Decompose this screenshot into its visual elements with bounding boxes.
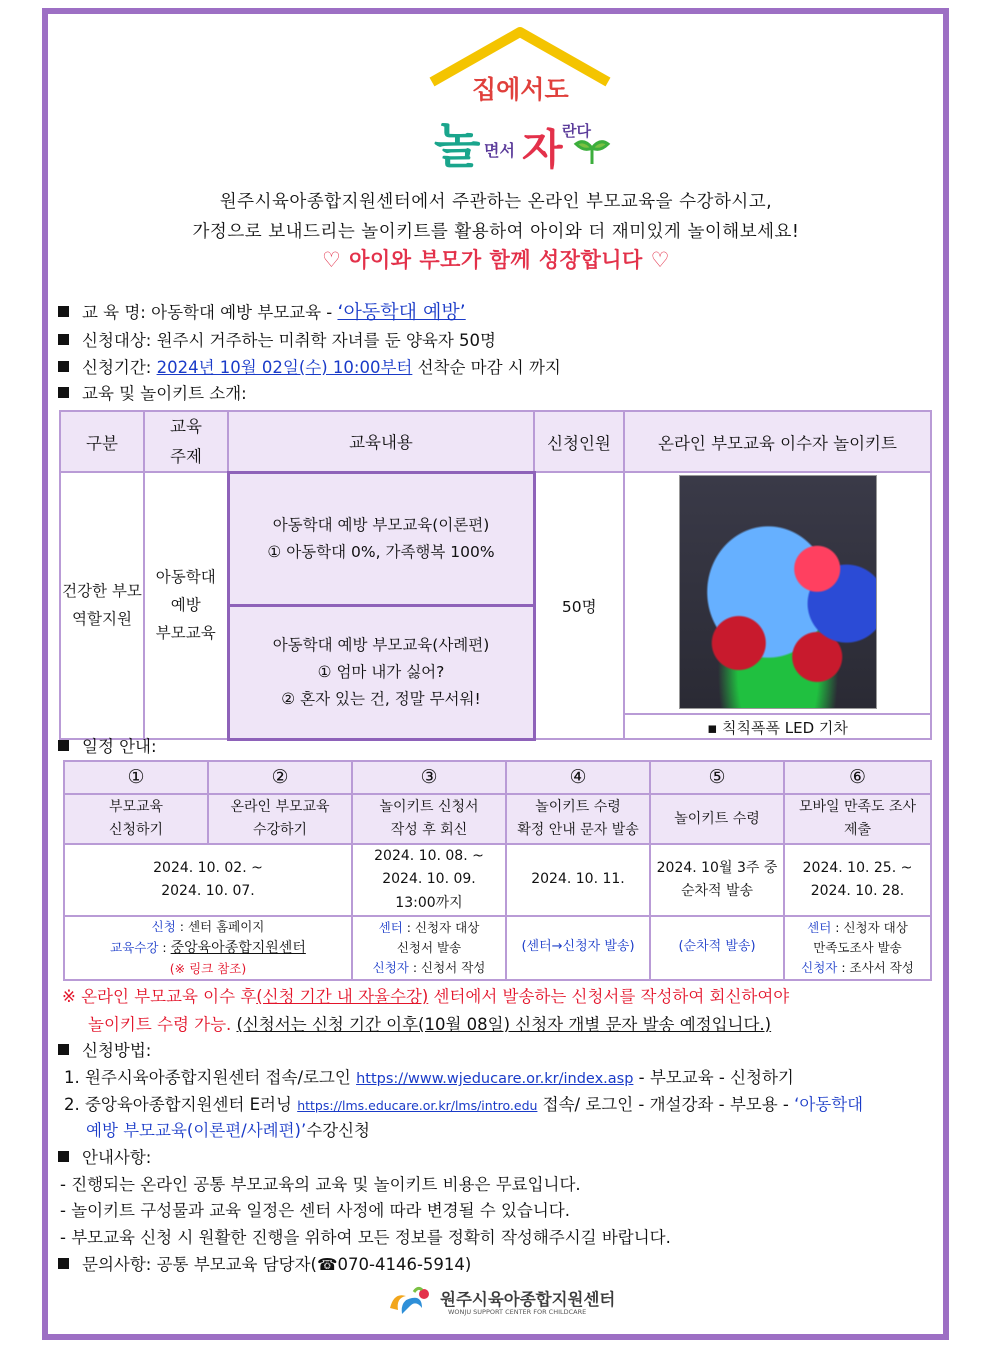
note-steps-1-2: 신청 : 센터 홈페이지 교육수강 : 중앙육아종합지원센터 (※ 링크 참조) [64, 916, 352, 980]
notice-1a: ※ 온라인 부모교육 이수 후 [62, 987, 257, 1006]
contact-value: 공통 부모교육 담당자(☎070-4146-5914) [156, 1255, 472, 1274]
content-theory [228, 472, 534, 606]
note-step-6 [784, 916, 931, 980]
notice-line-1 [62, 983, 789, 1007]
bullet-square-icon [58, 387, 69, 398]
note-step-5: (순차적 발송) [650, 916, 784, 980]
period-link[interactable]: 2024년 10월 02일(수) 10:00부터 [156, 358, 413, 377]
education-table [59, 410, 932, 741]
note6-center-label: 센터 [807, 919, 832, 935]
notice-line-2 [88, 1011, 771, 1035]
content-theory-title: 아동학대 예방 부모교육(이론편) [272, 516, 490, 534]
method-step2-course-b: 예방 부모교육(이론편/사례편)’ [86, 1121, 307, 1140]
contact-label: 문의사항: [82, 1255, 152, 1274]
intro-section-row [58, 380, 247, 404]
method-step2-course-a: ‘아동학대 [794, 1095, 864, 1114]
notice-2a: 놀이키트 수령 가능. [88, 1015, 232, 1034]
method-step-2 [64, 1091, 863, 1115]
step-name-2: 온라인 부모교육 수강하기 [208, 794, 352, 844]
period-row [58, 354, 561, 378]
method-step2-path: 접속/ 로그인 - 개설강좌 - 부모용 - [542, 1095, 789, 1114]
date-step-5: 2024. 10월 3주 중 순차적 발송 [650, 844, 784, 915]
notice-2b: (신청서는 신청 기간 이후(10월 08일) 신청자 개별 문자 발송 예정입니다.) [236, 1015, 772, 1034]
guide-item-3: - 부모교육 신청 시 원활한 진행을 위하여 모든 정보를 정확히 작성해주시길 바랍니다. [60, 1228, 671, 1247]
note-course-link[interactable]: 중앙육아종합지원센터 [170, 939, 306, 956]
content-theory-item: ① 아동학대 0%, 가족행복 100% [267, 543, 495, 562]
guide-label: 안내사항: [82, 1148, 152, 1167]
method-step1-path: - 부모교육 - 신청하기 [638, 1068, 794, 1087]
step-num-6: ⑥ [784, 761, 931, 794]
content-case-item-1: ① 엄마 내가 싫어? [317, 663, 445, 682]
note3-center-value: : 신청자 대상 [402, 919, 480, 935]
step-num-2: ② [208, 761, 352, 794]
note6-send: 만족도조사 발송 [813, 939, 902, 955]
program-logo [410, 24, 630, 182]
method-step-1 [64, 1064, 794, 1088]
count-cell: 50명 [534, 472, 624, 739]
note3-center-label: 센터 [378, 919, 403, 935]
logo-line1: 집에서도 [472, 75, 569, 104]
bullet-square-icon [58, 306, 69, 317]
guide-item-2: - 놀이키트 구성물과 교육 일정은 센터 사정에 따라 변경될 수 있습니다. [60, 1201, 570, 1220]
date-step-4: 2024. 10. 11. [506, 844, 650, 915]
notice-1c: 센터에서 발송하는 신청서를 작성하여 회신하여야 [428, 987, 790, 1006]
method-step2-end: 수강신청 [306, 1121, 370, 1140]
method-step-2-cont [86, 1117, 370, 1141]
edu-name-label: 교 육 명: [82, 303, 146, 322]
logo-char-randa: 란다 [562, 122, 591, 140]
wjeducare-link[interactable]: https://www.wjeducare.or.kr/index.asp [356, 1071, 634, 1087]
note6-applicant-label: 신청자 [801, 959, 838, 975]
content-case [228, 606, 534, 740]
intro-line-2: 가정으로 보내드리는 놀이키트를 활용하여 아이와 더 재미있게 놀이해보세요! [192, 222, 800, 242]
logo-char-myeonseo: 면서 [484, 141, 515, 160]
step-num-4: ④ [506, 761, 650, 794]
category-cell: 건강한 부모 역할지원 [60, 472, 144, 739]
note-apply-value: : 센터 홈페이지 [175, 918, 265, 934]
target-value: 원주시 거주하는 미취학 자녀를 둔 양육자 50명 [156, 331, 496, 350]
schedule-table [63, 760, 932, 981]
center-logo [384, 1284, 624, 1320]
period-label: 신청기간: [82, 358, 152, 377]
date-steps-1-2: 2024. 10. 02. ~ 2024. 10. 07. [64, 844, 352, 915]
led-train-toy-image [679, 475, 877, 709]
note-step-4: (센터→신청자 발송) [506, 916, 650, 980]
note-course-label: 교육수강 [110, 939, 159, 955]
schedule-row [58, 733, 157, 757]
slogan: ♡ 아이와 부모가 함께 성장합니다 ♡ [322, 248, 670, 272]
period-rest: 선착순 마감 시 까지 [417, 358, 561, 377]
target-row [58, 327, 496, 351]
note6-applicant-value: : 조사서 작성 [837, 959, 914, 975]
note-step-3 [352, 916, 506, 980]
center-emblem-icon [384, 1284, 436, 1318]
contact-row [58, 1251, 471, 1275]
date-step-6: 2024. 10. 25. ~ 2024. 10. 28. [784, 844, 931, 915]
step-num-3: ③ [352, 761, 506, 794]
guide-row [58, 1144, 151, 1168]
edu-name-row [58, 297, 466, 324]
bullet-square-icon [58, 1258, 69, 1269]
header-count: 신청인원 [534, 411, 624, 472]
header-content: 교육내용 [228, 411, 534, 472]
step-name-5: 놀이키트 수령 [650, 794, 784, 844]
header-kit: 온라인 부모교육 이수자 놀이키트 [624, 411, 931, 472]
content-case-item-2: ② 혼자 있는 건, 정말 무서워! [281, 690, 481, 709]
header-topic: 교육 주제 [144, 411, 228, 472]
guide-item-1: - 진행되는 온라인 공통 부모교육의 교육 및 놀이키트 비용은 무료입니다. [60, 1175, 581, 1194]
note3-send: 신청서 발송 [396, 939, 462, 955]
step-name-1: 부모교육 신청하기 [64, 794, 208, 844]
note-apply-label: 신청 [151, 918, 176, 934]
content-case-title: 아동학대 예방 부모교육(사례편) [272, 635, 490, 654]
step-num-5: ⑤ [650, 761, 784, 794]
bullet-square-icon [58, 334, 69, 345]
bullet-square-icon [58, 361, 69, 372]
center-name-en: WONJU SUPPORT CENTER FOR CHILDCARE [448, 1308, 587, 1316]
method-step2-text: 2. 중앙육아종합지원센터 E러닝 [64, 1095, 292, 1114]
topic-cell: 아동학대 예방 부모교육 [144, 472, 228, 739]
logo-char-nol: 놀 [434, 118, 481, 174]
note3-applicant-value: : 신청서 작성 [408, 959, 486, 975]
note-link-ref: (※ 링크 참조) [169, 961, 247, 977]
method-row [58, 1037, 151, 1061]
step-name-6: 모바일 만족도 조사 제출 [784, 794, 931, 844]
note3-applicant-label: 신청자 [372, 959, 409, 975]
header-category: 구분 [60, 411, 144, 472]
date-step-3: 2024. 10. 08. ~ 2024. 10. 09. 13:00까지 [352, 844, 506, 915]
bullet-square-icon [58, 740, 69, 751]
step-num-1: ① [64, 761, 208, 794]
intro-section-label: 교육 및 놀이키트 소개: [82, 384, 247, 403]
intro-line-1: 원주시육아종합지원센터에서 주관하는 온라인 부모교육을 수강하시고, [219, 192, 773, 212]
note6-center-value: : 신청자 대상 [831, 919, 908, 935]
logo-char-ja: 자 [522, 125, 563, 174]
sprout-icon [576, 142, 608, 164]
method-label: 신청방법: [82, 1041, 152, 1060]
bullet-square-icon [58, 1151, 69, 1162]
target-label: 신청대상: [82, 331, 152, 350]
step-name-3: 놀이키트 신청서 작성 후 회신 [352, 794, 506, 844]
schedule-label: 일정 안내: [82, 737, 157, 756]
center-name: 원주시육아종합지원센터 [440, 1290, 616, 1309]
method-step1-text: 1. 원주시육아종합지원센터 접속/로그인 [64, 1068, 351, 1087]
bullet-square-icon [58, 1044, 69, 1055]
edu-name-value: 아동학대 예방 부모교육 - [151, 303, 333, 322]
kit-cell [624, 472, 931, 739]
kit-caption: ▪ 칙칙폭폭 LED 기차 [625, 713, 930, 738]
step-name-4: 놀이키트 수령 확정 안내 문자 발송 [506, 794, 650, 844]
notice-1b: (신청 기간 내 자율수강) [256, 987, 429, 1006]
edu-name-link[interactable]: ‘아동학대 예방’ [337, 301, 466, 323]
educare-lms-link[interactable]: https://lms.educare.or.kr/lms/intro.edu [297, 1098, 538, 1113]
